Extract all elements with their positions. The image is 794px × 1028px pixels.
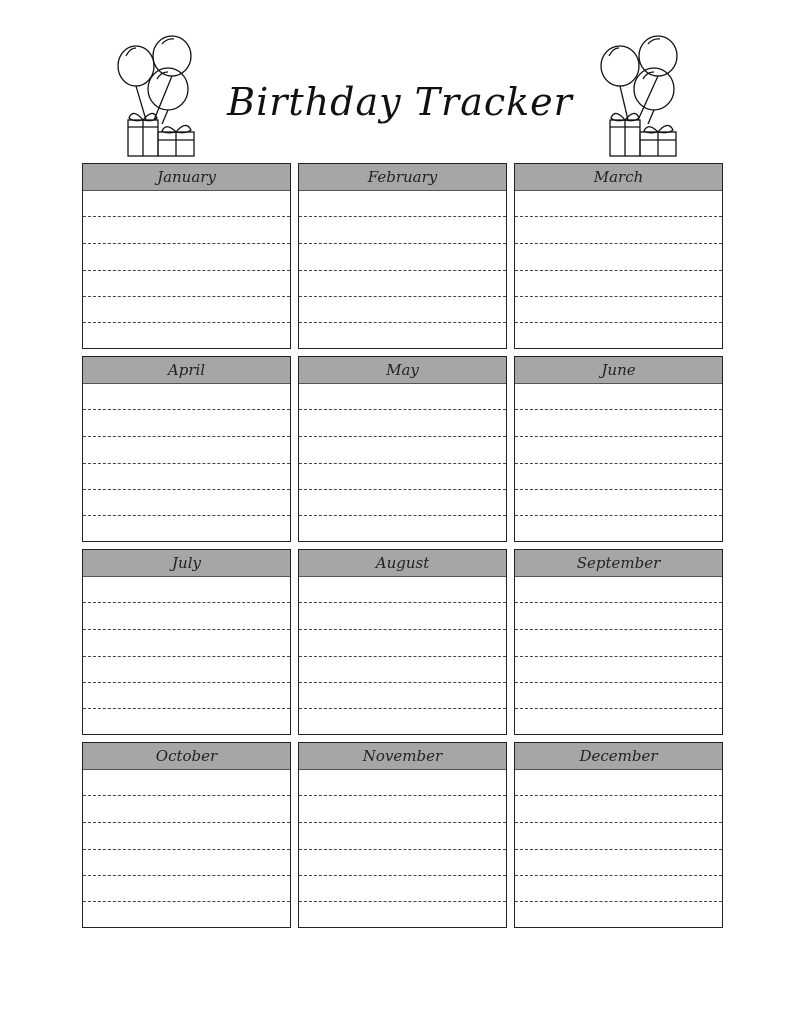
month-box-november	[298, 742, 507, 928]
entry-line[interactable]	[299, 296, 506, 297]
month-header: August	[299, 550, 506, 577]
entry-line[interactable]	[515, 409, 722, 410]
entry-line[interactable]	[515, 822, 722, 823]
month-box-april	[82, 356, 291, 542]
entry-line[interactable]	[83, 875, 290, 876]
balloons-gifts-left-icon	[112, 34, 204, 160]
entry-line[interactable]	[515, 322, 722, 323]
entry-line[interactable]	[83, 849, 290, 850]
entry-line[interactable]	[83, 901, 290, 902]
entry-line[interactable]	[299, 216, 506, 217]
month-box-december	[514, 742, 723, 928]
entry-line[interactable]	[83, 436, 290, 437]
month-box-june	[514, 356, 723, 542]
month-header: April	[83, 357, 290, 384]
entry-line[interactable]	[299, 243, 506, 244]
entry-line[interactable]	[299, 602, 506, 603]
entry-line[interactable]	[299, 629, 506, 630]
entry-line[interactable]	[515, 463, 722, 464]
entry-line[interactable]	[83, 602, 290, 603]
entry-line[interactable]	[299, 436, 506, 437]
entry-line[interactable]	[515, 243, 722, 244]
balloons-gifts-right-icon	[594, 34, 686, 160]
entry-line[interactable]	[83, 409, 290, 410]
entry-line[interactable]	[83, 682, 290, 683]
month-box-july	[82, 549, 291, 735]
entry-line[interactable]	[299, 875, 506, 876]
entry-line[interactable]	[83, 822, 290, 823]
entry-line[interactable]	[299, 849, 506, 850]
entry-line[interactable]	[83, 795, 290, 796]
month-header: January	[83, 164, 290, 191]
entry-line[interactable]	[83, 296, 290, 297]
entry-line[interactable]	[83, 322, 290, 323]
entry-line[interactable]	[299, 322, 506, 323]
month-header: July	[83, 550, 290, 577]
month-header: October	[83, 743, 290, 770]
entry-line[interactable]	[515, 296, 722, 297]
entry-line[interactable]	[83, 243, 290, 244]
month-header: May	[299, 357, 506, 384]
month-header: December	[515, 743, 722, 770]
entry-line[interactable]	[83, 629, 290, 630]
entry-line[interactable]	[515, 656, 722, 657]
entry-line[interactable]	[299, 489, 506, 490]
entry-line[interactable]	[299, 463, 506, 464]
month-box-march	[514, 163, 723, 349]
entry-line[interactable]	[299, 656, 506, 657]
entry-line[interactable]	[515, 436, 722, 437]
entry-line[interactable]	[515, 489, 722, 490]
entry-line[interactable]	[515, 602, 722, 603]
entry-line[interactable]	[299, 409, 506, 410]
month-box-september	[514, 549, 723, 735]
month-header: March	[515, 164, 722, 191]
month-header: February	[299, 164, 506, 191]
month-header: September	[515, 550, 722, 577]
entry-line[interactable]	[83, 708, 290, 709]
month-header: November	[299, 743, 506, 770]
entry-line[interactable]	[83, 515, 290, 516]
entry-line[interactable]	[299, 822, 506, 823]
entry-line[interactable]	[515, 515, 722, 516]
entry-line[interactable]	[515, 901, 722, 902]
page-title: Birthday Tracker	[227, 80, 573, 124]
entry-line[interactable]	[515, 849, 722, 850]
entry-line[interactable]	[299, 708, 506, 709]
month-box-october	[82, 742, 291, 928]
entry-line[interactable]	[83, 489, 290, 490]
month-box-january	[82, 163, 291, 349]
entry-line[interactable]	[515, 875, 722, 876]
month-box-february	[298, 163, 507, 349]
entry-line[interactable]	[515, 270, 722, 271]
entry-line[interactable]	[515, 795, 722, 796]
month-box-august	[298, 549, 507, 735]
entry-line[interactable]	[83, 216, 290, 217]
month-grid	[82, 163, 723, 928]
entry-line[interactable]	[299, 515, 506, 516]
entry-line[interactable]	[83, 463, 290, 464]
entry-line[interactable]	[515, 629, 722, 630]
entry-line[interactable]	[299, 270, 506, 271]
entry-line[interactable]	[299, 901, 506, 902]
month-box-may	[298, 356, 507, 542]
entry-line[interactable]	[83, 270, 290, 271]
month-header: June	[515, 357, 722, 384]
entry-line[interactable]	[515, 216, 722, 217]
entry-line[interactable]	[515, 682, 722, 683]
entry-line[interactable]	[83, 656, 290, 657]
entry-line[interactable]	[299, 682, 506, 683]
entry-line[interactable]	[299, 795, 506, 796]
entry-line[interactable]	[515, 708, 722, 709]
